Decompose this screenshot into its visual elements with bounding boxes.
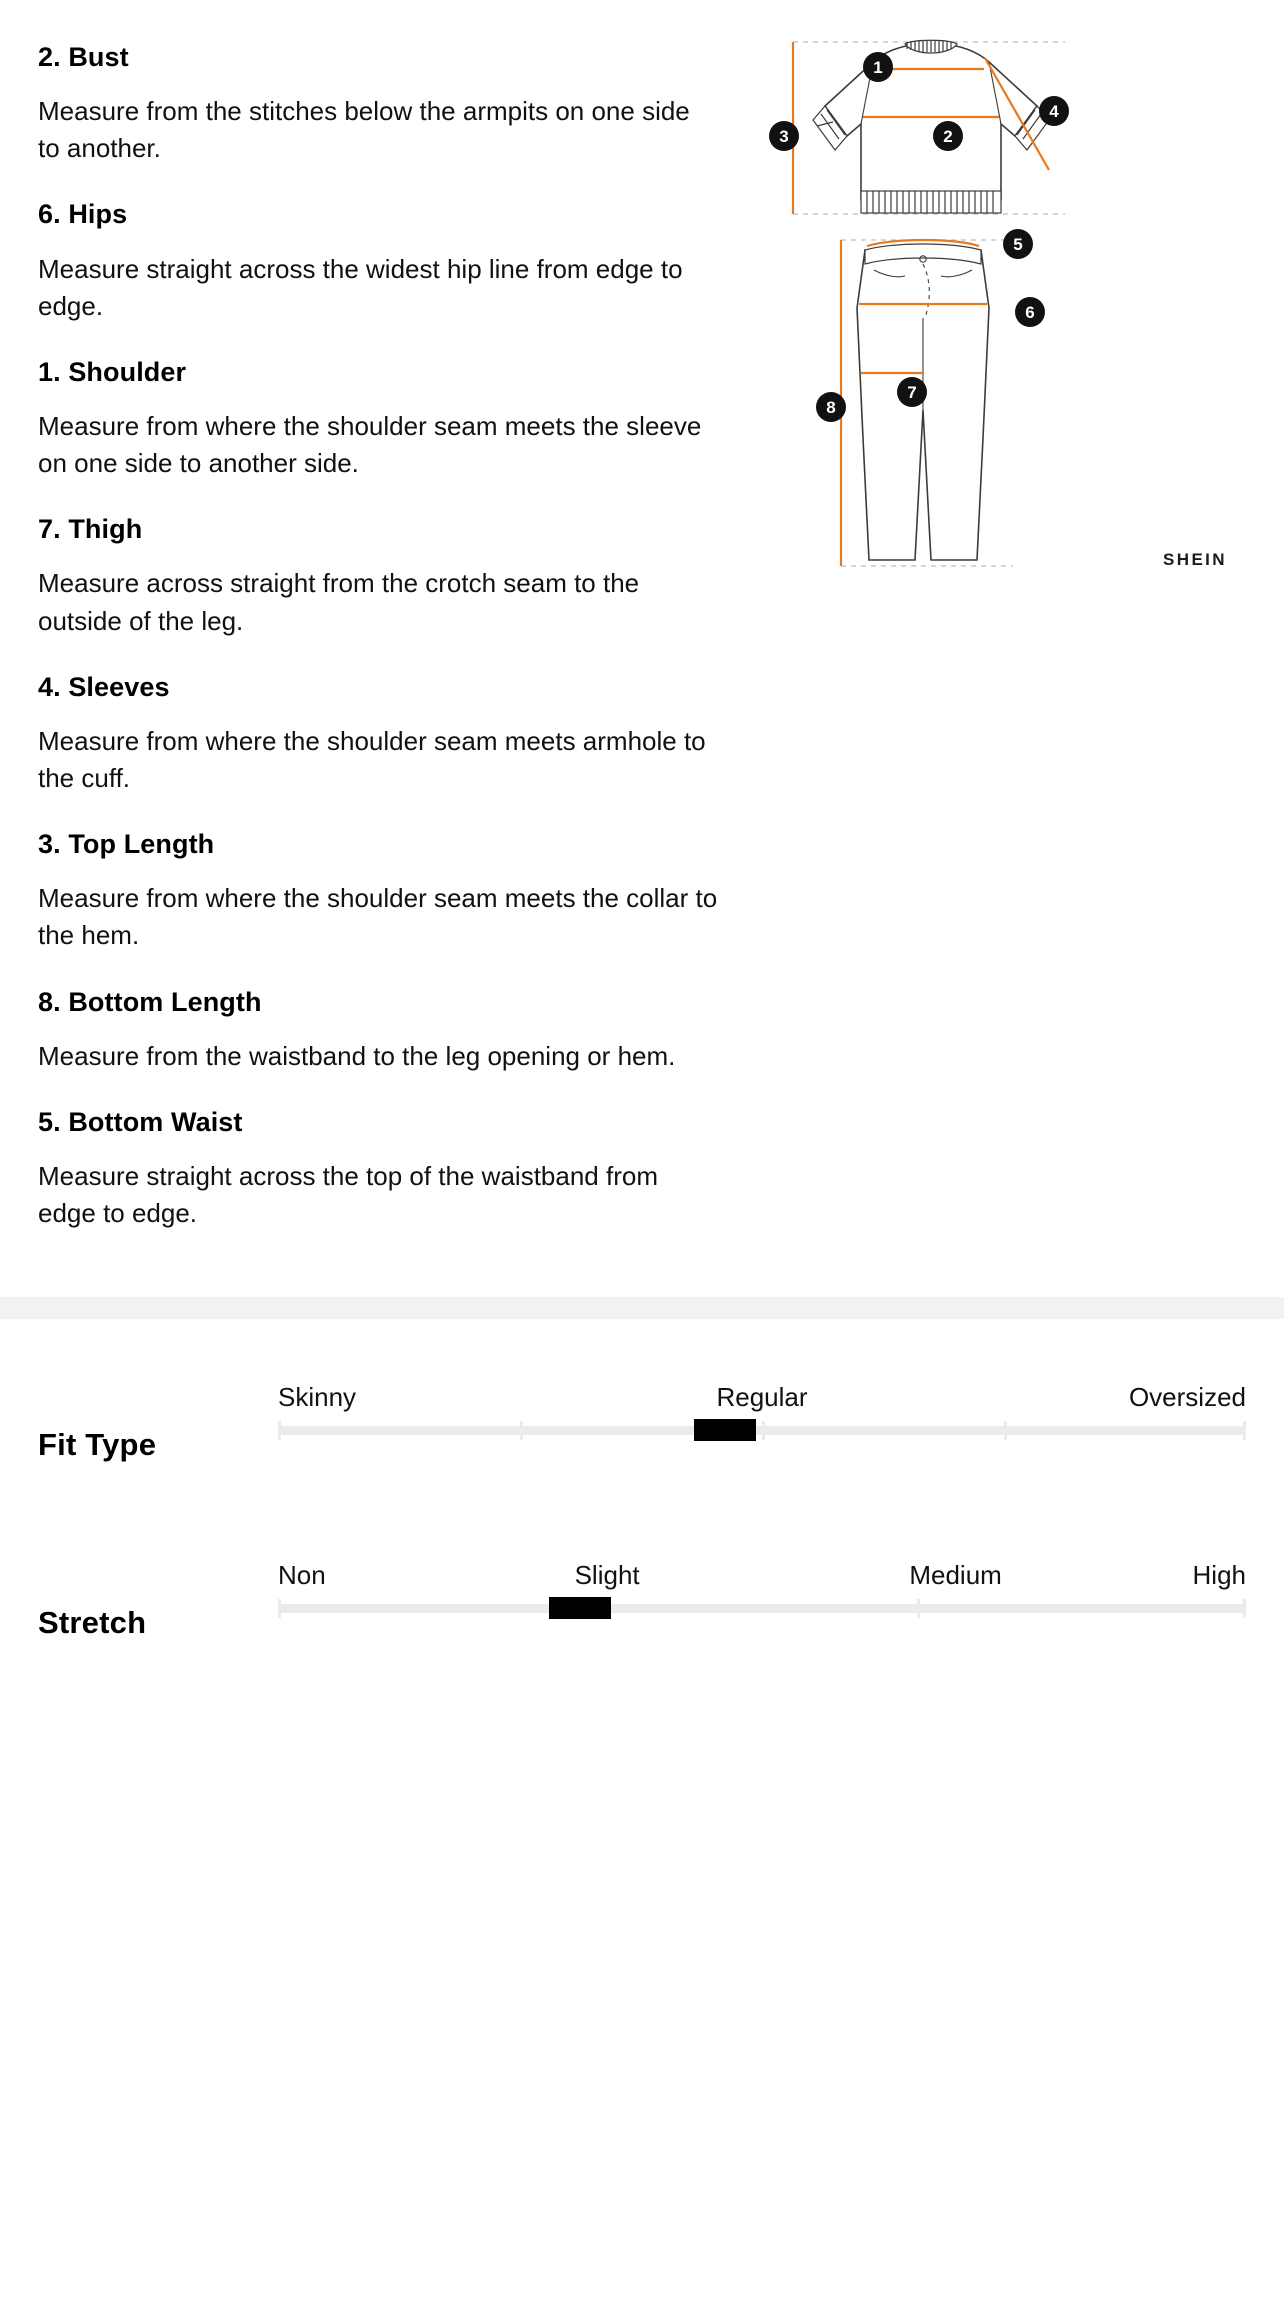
measurement-guide-list [38,40,738,1262]
measurement-entry-description: Measure from the waistband to the leg opening or hem. [38,1040,676,1071]
badge-5-bottom-waist: 5 [1003,229,1033,259]
measurement-entry-title: 6. Hips [38,199,128,230]
measurement-diagram [745,18,1245,578]
fit-type-thumb[interactable] [694,1419,756,1441]
stretch-thumb[interactable] [549,1597,611,1619]
shein-watermark: SHEIN [1163,550,1227,569]
measurement-entry-description: Measure straight across the widest hip line from edge to edge. [38,253,683,321]
fit-type-option-skinny: Skinny [278,1382,357,1412]
measurement-entry-description: Measure from where the shoulder seam meets armhole to the cuff. [38,725,706,794]
badge-7-thigh: 7 [897,377,927,407]
measurement-entry-title: 7. Thigh [38,514,143,545]
stretch-label: Stretch [38,1605,147,1640]
fit-type-tick-1 [520,1421,523,1440]
badge-8-bottom-length: 8 [816,392,846,422]
measurement-entry-sleeves [38,670,738,797]
fit-type-tick-end [1243,1421,1246,1440]
badge-1-shoulder: 1 [863,52,893,82]
measurement-entry-top-length [38,827,738,954]
measurement-entry-title: 8. Bottom Length [38,986,262,1017]
stretch-track[interactable] [278,1604,1246,1613]
badge-6-hips: 6 [1015,297,1045,327]
stretch-option-medium: Medium [909,1560,1002,1590]
measurement-entry-title: 1. Shoulder [38,356,187,387]
fit-type-tick-2 [762,1421,765,1440]
fit-meters-section [0,1319,1284,1675]
measurement-entry-title: 2. Bust [38,42,129,72]
measurement-entry-shoulder [38,355,738,482]
measurement-entry-hips [38,197,738,324]
stretch-slider[interactable] [278,1560,1246,1627]
measurement-entry-title: 4. Sleeves [38,671,170,702]
stretch-meter [0,1497,1284,1675]
garment-diagram-svg [745,18,1245,578]
measurement-entry-bottom-length [38,985,738,1075]
stretch-tick-end [1243,1599,1246,1618]
fit-type-option-oversized: Oversized [1128,1382,1246,1412]
badge-4-sleeves: 4 [1039,96,1069,126]
measurement-entry-thigh [38,512,738,639]
section-divider [0,1297,1284,1319]
fit-type-tick-labels [278,1379,1246,1413]
measurement-entry-title: 3. Top Length [38,829,215,860]
stretch-tick-2 [917,1599,920,1618]
stretch-option-slight: Slight [574,1560,640,1590]
fit-type-label: Fit Type [38,1427,157,1462]
stretch-option-high: High [1192,1560,1246,1590]
fit-type-meter [0,1319,1284,1497]
measurement-entry-description: Measure from where the shoulder seam meets the collar to the hem. [38,883,718,951]
fit-type-tick-3 [1004,1421,1007,1440]
badge-2-bust: 2 [933,121,963,151]
fit-type-slider[interactable] [278,1382,1246,1449]
measurement-entry-description: Measure across straight from the crotch seam to the outside of the leg. [38,568,640,636]
fit-type-option-regular: Regular [716,1382,808,1412]
sweater-outline [825,44,1037,200]
stretch-tick-labels [278,1557,1246,1591]
stretch-tick-start [278,1599,281,1618]
measurement-entry-description: Measure from the stitches below the armpits on one side to another. [38,96,690,164]
measurement-entry-bust [38,40,738,167]
fit-type-tick-start [278,1421,281,1440]
measurement-entry-description: Measure from where the shoulder seam meets the sleeve on one side to another side. [38,410,702,479]
badge-3-top-length: 3 [769,121,799,151]
measurement-entry-description: Measure straight across the top of the waistband from edge to edge. [38,1160,658,1229]
stretch-option-non: Non [278,1560,326,1590]
hem-ribbing [861,191,1001,213]
measurement-entry-bottom-waist [38,1105,738,1232]
measurement-entry-title: 5. Bottom Waist [38,1106,243,1137]
